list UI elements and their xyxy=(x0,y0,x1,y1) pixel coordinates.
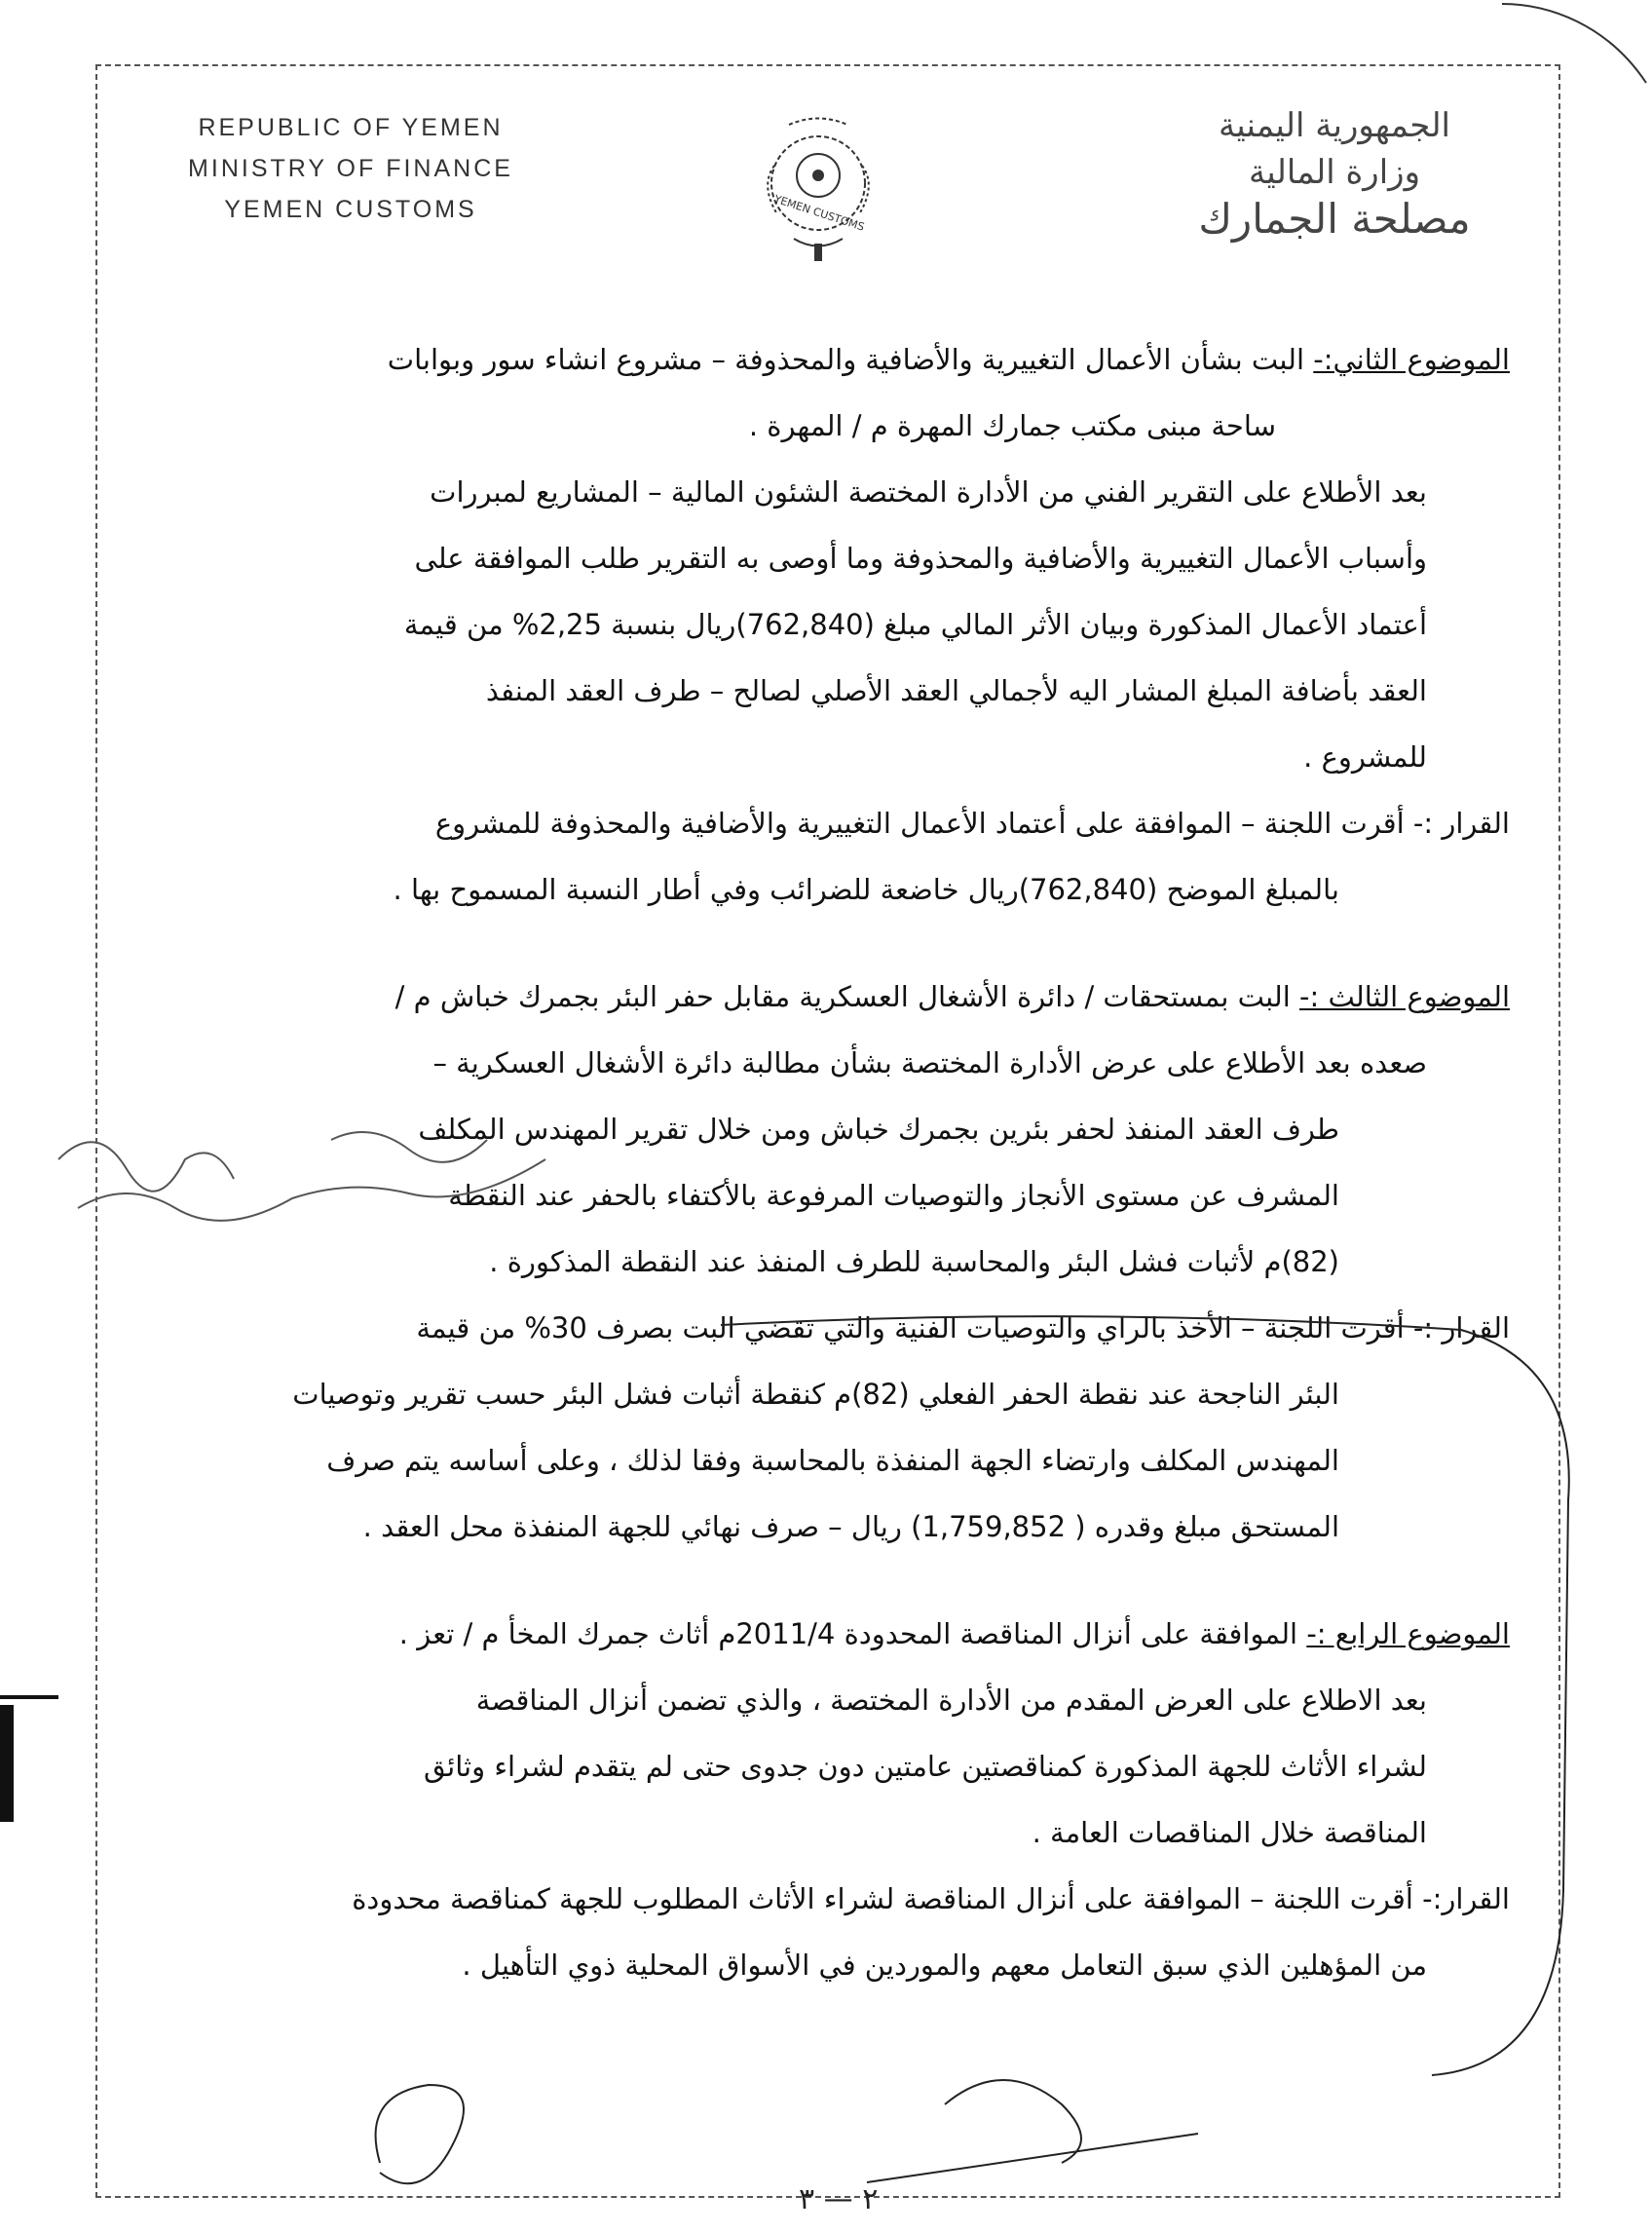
scan-edge-mark xyxy=(0,1705,14,1822)
topic3-decision-1: القرار :- أقرت اللجنة – الأخذ بالراي والتوصيات الفنية والتي تقضي البت بصرف 30% من قيمة xyxy=(416,1311,1510,1344)
header-ar-line-3: مصلحة الجمارك xyxy=(1198,195,1471,243)
header-ar-line-2: وزارة المالية xyxy=(1249,153,1420,192)
header-en-line-3: YEMEN CUSTOMS xyxy=(224,196,477,223)
topic2-title-line xyxy=(127,326,1510,393)
topic2-body-1: بعد الأطلاع على التقرير الفني من الأدارة المختصة الشئون المالية – المشاريع لمبررات xyxy=(430,475,1427,509)
topic3-title-1: البت بمستحقات / دائرة الأشغال العسكرية مقابل حفر البئر بجمرك خباش م / xyxy=(394,980,1299,1013)
topic3-body-3: المشرف عن مستوى الأنجاز والتوصيات المرفوعة بالأكتفاء بالحفر عند النقطة xyxy=(448,1179,1339,1212)
topic2-decision-2: بالمبلغ الموضح (762,840)ريال خاضعة للضرائب وفي أطار النسبة المسموح بها . xyxy=(393,873,1339,906)
handwritten-bracket xyxy=(604,1306,1597,2085)
topic2-body-4: العقد بأضافة المبلغ المشار اليه لأجمالي العقد الأصلي لصالح – طرف العقد المنفذ xyxy=(485,674,1427,707)
topic4-heading: الموضوع الرابع :- xyxy=(1306,1617,1510,1650)
topic2-title-2: ساحة مبنى مكتب جمارك المهرة م / المهرة . xyxy=(748,409,1276,442)
topic2-heading: الموضوع الثاني:- xyxy=(1313,343,1510,376)
topic2-body-3: أعتماد الأعمال المذكورة وبيان الأثر المالي مبلغ (762,840)ريال بنسبة 2,25% من قيمة xyxy=(403,608,1427,641)
topic3-heading: الموضوع الثالث :- xyxy=(1298,980,1510,1013)
topic3-decision-2: البئر الناجحة عند نقطة الحفر الفعلي (82)م كنقطة أثبات فشل البئر حسب تقرير وتوصيات xyxy=(292,1378,1339,1411)
topic2-body-5: للمشروع . xyxy=(1303,740,1427,774)
signatures xyxy=(321,2017,1218,2212)
header-arabic xyxy=(1149,102,1520,243)
topic3-body-4: (82)م لأثبات فشل البئر والمحاسبة للطرف المنفذ عند النقطة المذكورة . xyxy=(489,1245,1339,1278)
page-number: ٢ — ٣ xyxy=(799,2182,879,2216)
topic2-title-1: البت بشأن الأعمال التغييرية والأضافية والمحذوفة – مشروع انشاء سور وبوابات xyxy=(387,343,1314,376)
scan-edge-line xyxy=(0,1695,58,1699)
topic4-title-1: الموافقة على أنزال المناقصة المحدودة 2011/4م أثاث جمرك المخأ م / تعز . xyxy=(398,1617,1307,1650)
topic2-body-2: وأسباب الأعمال التغييرية والأضافية والمحذوفة وما أوصى به التقرير طلب الموافقة على xyxy=(414,542,1427,575)
header-ar-line-1: الجمهورية اليمنية xyxy=(1218,106,1451,145)
topic3-body-2: طرف العقد المنفذ لحفر بئرين بجمرك خباش ومن خلال تقرير المهندس المكلف xyxy=(418,1113,1339,1146)
topic4-body-2: لشراء الأثاث للجهة المذكورة كمناقصتين عامتين دون جدوى حتى لم يتقدم لشراء وثائق xyxy=(423,1750,1427,1783)
topic3-body-1: صعده بعد الأطلاع على عرض الأدارة المختصة بشأن مطالبة دائرة الأشغال العسكرية – xyxy=(432,1046,1427,1079)
topic4-body-3: المناقصة خلال المناقصات العامة . xyxy=(1032,1816,1427,1849)
topic2-decision-1: القرار :- أقرت اللجنة – الموافقة على أعتماد الأعمال التغييرية والأضافية والمحذوفة للمشروع xyxy=(434,807,1510,840)
topic3-decision-4: المستحق مبلغ وقدره ( 1,759,852) ريال – صرف نهائي للجهة المنفذة محل العقد . xyxy=(362,1510,1339,1543)
topic4-decision-1: القرار:- أقرت اللجنة – الموافقة على أنزال المناقصة لشراء الأثاث المطلوب للجهة كمناقصة محدودة xyxy=(352,1882,1510,1915)
topic3-decision-3: المهندس المكلف وارتضاء الجهة المنفذة بالمحاسبة وفقا لذلك ، وعلى أساسه يتم صرف xyxy=(326,1444,1339,1477)
header-english xyxy=(146,107,555,230)
header-en-line-1: REPUBLIC OF YEMEN xyxy=(198,114,504,141)
corner-curve-mark xyxy=(1500,0,1652,88)
logo-text: YEMEN CUSTOMS xyxy=(772,192,866,234)
yemen-customs-emblem xyxy=(721,107,916,273)
header-en-line-2: MINISTRY OF FINANCE xyxy=(188,155,513,182)
topic4-decision-2: من المؤهلين الذي سبق التعامل معهم والموردين في الأسواق المحلية ذوي التأهيل . xyxy=(462,1949,1427,1982)
topic3-title-line xyxy=(127,964,1510,1030)
topic4-body-1: بعد الاطلاع على العرض المقدم من الأدارة المختصة ، والذي تضمن أنزال المناقصة xyxy=(475,1684,1427,1717)
handwritten-note xyxy=(39,1101,584,1247)
